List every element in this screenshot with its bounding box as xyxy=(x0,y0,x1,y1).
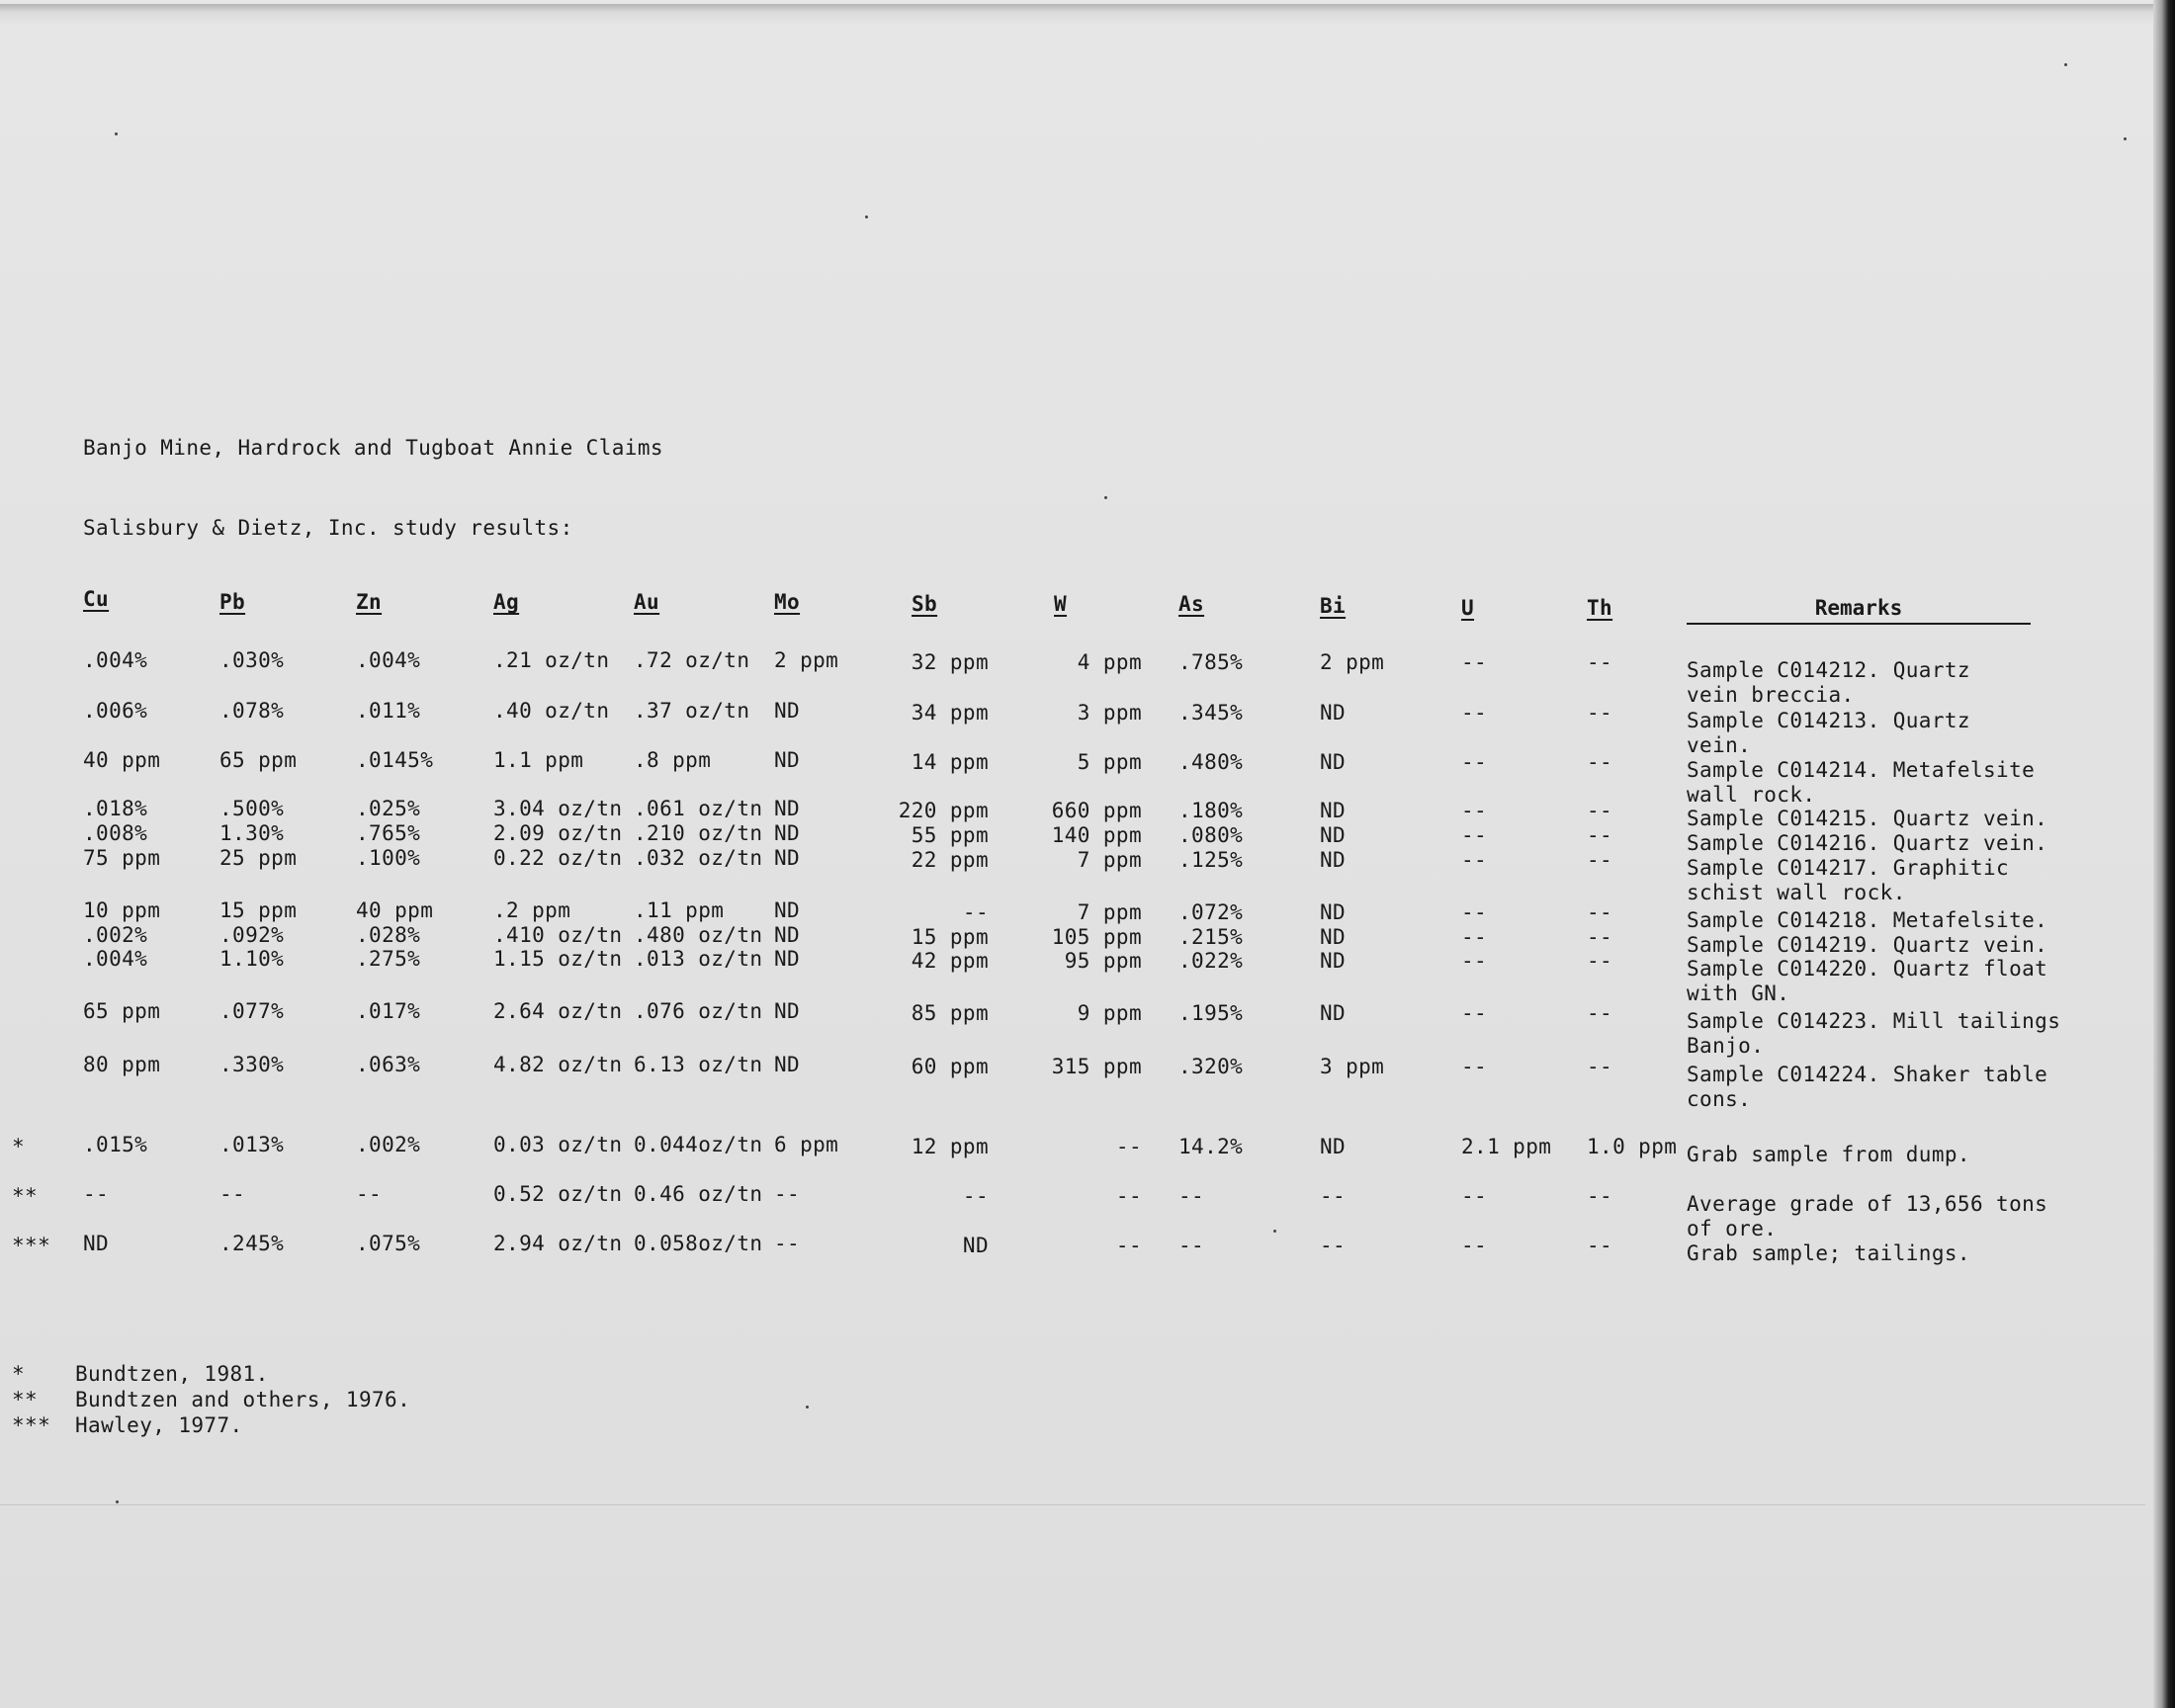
table-cell-u: -- xyxy=(1461,1001,1488,1025)
table-cell-mo: ND xyxy=(774,947,801,971)
table-cell-w: 660 ppm xyxy=(1051,799,1142,822)
table-cell-u: -- xyxy=(1461,1234,1488,1257)
table-cell-zn: .011% xyxy=(356,699,421,723)
table-cell-remarks: of ore. xyxy=(1687,1217,1778,1240)
table-cell-bi: ND xyxy=(1320,949,1347,973)
scan-speck xyxy=(806,1406,809,1409)
table-cell-mo: ND xyxy=(774,846,801,870)
table-cell-u: -- xyxy=(1461,925,1488,949)
table-cell-as: .022% xyxy=(1178,949,1244,973)
table-cell-au: .11 ppm xyxy=(634,898,725,922)
table-cell-bi: ND xyxy=(1320,799,1347,822)
footnote-mark: *** xyxy=(12,1413,51,1437)
table-cell-remarks: Banjo. xyxy=(1687,1034,1765,1058)
table-cell-th: -- xyxy=(1587,750,1613,774)
column-header-sb: Sb xyxy=(912,592,938,616)
table-cell-au: 0.46 oz/tn xyxy=(634,1182,763,1206)
table-cell-as: .215% xyxy=(1178,925,1244,949)
table-cell-bi: ND xyxy=(1320,1135,1347,1158)
table-cell-remarks: Sample C014218. Metafelsite. xyxy=(1687,908,2048,932)
table-cell-au: .210 oz/tn xyxy=(634,821,763,845)
table-cell-cu: .008% xyxy=(83,821,148,845)
table-cell-u: -- xyxy=(1461,949,1488,973)
table-cell-sb: 12 ppm xyxy=(911,1135,989,1158)
footnote-mark: * xyxy=(12,1362,26,1386)
table-cell-zn: .100% xyxy=(356,846,421,870)
table-cell-w: 105 ppm xyxy=(1051,925,1142,949)
table-cell-zn: .028% xyxy=(356,923,421,947)
table-cell-pb: 15 ppm xyxy=(219,898,298,922)
table-cell-ag: 2.09 oz/tn xyxy=(493,821,623,845)
table-cell-ag: 3.04 oz/tn xyxy=(493,797,623,820)
table-cell-remarks: with GN. xyxy=(1687,982,1790,1005)
table-cell-cu: .015% xyxy=(83,1133,148,1156)
table-cell-th: -- xyxy=(1587,701,1613,725)
table-cell-bi: ND xyxy=(1320,823,1347,847)
table-cell-pb: 1.30% xyxy=(219,821,285,845)
table-cell-th: -- xyxy=(1587,823,1613,847)
table-cell-mo: -- xyxy=(774,1232,801,1255)
table-cell-remarks: Average grade of 13,656 tons xyxy=(1687,1192,2048,1216)
table-cell-au: .480 oz/tn xyxy=(634,923,763,947)
table-cell-u: -- xyxy=(1461,848,1488,872)
table-cell-cu: .004% xyxy=(83,648,148,672)
table-cell-ag: 0.22 oz/tn xyxy=(493,846,623,870)
table-cell-zn: .004% xyxy=(356,648,421,672)
table-cell-w: 315 ppm xyxy=(1051,1055,1142,1078)
table-cell-remarks: Grab sample; tailings. xyxy=(1687,1241,1970,1265)
table-cell-remarks: Sample C014223. Mill tailings xyxy=(1687,1009,2061,1033)
table-cell-remarks: Sample C014215. Quartz vein. xyxy=(1687,807,2048,830)
table-cell-sb: 55 ppm xyxy=(911,823,989,847)
table-cell-sb: 60 ppm xyxy=(911,1055,989,1078)
column-header-bi: Bi xyxy=(1320,594,1347,618)
page-title: Banjo Mine, Hardrock and Tugboat Annie Claims xyxy=(83,436,663,460)
table-cell-pb: -- xyxy=(219,1182,246,1206)
table-cell-u: 2.1 ppm xyxy=(1461,1135,1552,1158)
scan-speck xyxy=(2124,137,2127,140)
table-cell-ag: 1.1 ppm xyxy=(493,748,584,772)
page-fold-line xyxy=(0,1504,2145,1505)
column-header-w: W xyxy=(1054,592,1068,616)
table-cell-au: .013 oz/tn xyxy=(634,947,763,971)
column-header-cu: Cu xyxy=(83,587,110,611)
table-cell-bi: -- xyxy=(1320,1184,1347,1208)
table-cell-as: -- xyxy=(1178,1234,1205,1257)
table-cell-pb: .330% xyxy=(219,1053,285,1076)
table-cell-sb: 220 ppm xyxy=(898,799,989,822)
table-cell-au: .076 oz/tn xyxy=(634,999,763,1023)
table-cell-pb: .500% xyxy=(219,797,285,820)
row-reference-mark: *** xyxy=(12,1234,51,1257)
table-cell-th: 1.0 ppm xyxy=(1587,1135,1678,1158)
table-cell-zn: .025% xyxy=(356,797,421,820)
table-cell-bi: ND xyxy=(1320,848,1347,872)
table-cell-as: .195% xyxy=(1178,1001,1244,1025)
table-cell-as: -- xyxy=(1178,1184,1205,1208)
table-cell-remarks: Sample C014212. Quartz xyxy=(1687,658,1970,682)
table-cell-ag: .2 ppm xyxy=(493,898,571,922)
table-cell-pb: .030% xyxy=(219,648,285,672)
table-cell-mo: ND xyxy=(774,999,801,1023)
scan-right-edge xyxy=(2153,0,2175,1708)
table-cell-ag: .21 oz/tn xyxy=(493,648,610,672)
table-cell-remarks: cons. xyxy=(1687,1087,1752,1111)
table-cell-ag: .40 oz/tn xyxy=(493,699,610,723)
table-cell-sb: 85 ppm xyxy=(911,1001,989,1025)
column-header-pb: Pb xyxy=(219,590,246,614)
table-cell-mo: 6 ppm xyxy=(774,1133,839,1156)
table-cell-as: .480% xyxy=(1178,750,1244,774)
table-cell-pb: .013% xyxy=(219,1133,285,1156)
table-cell-remarks: Sample C014224. Shaker table xyxy=(1687,1063,2048,1086)
table-cell-remarks: schist wall rock. xyxy=(1687,881,1906,904)
table-cell-ag: 2.94 oz/tn xyxy=(493,1232,623,1255)
table-cell-w: -- xyxy=(1115,1135,1142,1158)
table-cell-sb: -- xyxy=(962,1184,989,1208)
table-cell-sb: 34 ppm xyxy=(911,701,989,725)
table-cell-as: 14.2% xyxy=(1178,1135,1244,1158)
table-cell-cu: 10 ppm xyxy=(83,898,161,922)
table-cell-cu: -- xyxy=(83,1182,110,1206)
table-cell-remarks: Sample C014216. Quartz vein. xyxy=(1687,831,2048,855)
table-cell-u: -- xyxy=(1461,701,1488,725)
table-cell-sb: ND xyxy=(962,1234,989,1257)
table-cell-w: 95 ppm xyxy=(1064,949,1142,973)
table-cell-bi: ND xyxy=(1320,701,1347,725)
scan-speck xyxy=(2064,63,2067,66)
column-header-u: U xyxy=(1461,596,1475,620)
table-cell-au: .8 ppm xyxy=(634,748,712,772)
row-reference-mark: * xyxy=(12,1135,26,1158)
table-cell-remarks: Grab sample from dump. xyxy=(1687,1143,1970,1166)
table-cell-pb: .078% xyxy=(219,699,285,723)
table-cell-u: -- xyxy=(1461,650,1488,674)
table-cell-mo: ND xyxy=(774,699,801,723)
page-subtitle: Salisbury & Dietz, Inc. study results: xyxy=(83,516,573,540)
table-cell-th: -- xyxy=(1587,949,1613,973)
table-cell-as: .345% xyxy=(1178,701,1244,725)
scan-speck xyxy=(115,132,118,135)
table-cell-ag: 1.15 oz/tn xyxy=(493,947,623,971)
table-cell-remarks: Sample C014220. Quartz float xyxy=(1687,957,2048,981)
table-cell-th: -- xyxy=(1587,1055,1613,1078)
column-header-mo: Mo xyxy=(774,590,801,614)
footnote-text: Hawley, 1977. xyxy=(75,1413,243,1437)
table-cell-mo: 2 ppm xyxy=(774,648,839,672)
table-cell-as: .125% xyxy=(1178,848,1244,872)
scan-speck xyxy=(1273,1230,1276,1233)
table-cell-w: 140 ppm xyxy=(1051,823,1142,847)
table-cell-remarks: Sample C014219. Quartz vein. xyxy=(1687,933,2048,957)
table-cell-u: -- xyxy=(1461,1184,1488,1208)
table-cell-au: 0.058oz/tn xyxy=(634,1232,763,1255)
column-header-remarks: Remarks xyxy=(1687,596,2031,625)
table-cell-zn: .063% xyxy=(356,1053,421,1076)
table-cell-remarks: vein breccia. xyxy=(1687,683,1855,707)
table-cell-bi: ND xyxy=(1320,750,1347,774)
scan-speck xyxy=(116,1500,119,1503)
table-cell-w: 7 ppm xyxy=(1077,848,1142,872)
table-cell-th: -- xyxy=(1587,925,1613,949)
table-cell-sb: 32 ppm xyxy=(911,650,989,674)
table-cell-au: .061 oz/tn xyxy=(634,797,763,820)
table-cell-zn: .002% xyxy=(356,1133,421,1156)
table-cell-mo: ND xyxy=(774,821,801,845)
table-cell-ag: 0.03 oz/tn xyxy=(493,1133,623,1156)
table-cell-pb: 1.10% xyxy=(219,947,285,971)
table-cell-w: 4 ppm xyxy=(1077,650,1142,674)
table-cell-ag: 0.52 oz/tn xyxy=(493,1182,623,1206)
table-cell-remarks: Sample C014213. Quartz xyxy=(1687,709,1970,732)
table-cell-zn: -- xyxy=(356,1182,383,1206)
table-cell-cu: .002% xyxy=(83,923,148,947)
table-cell-sb: 22 ppm xyxy=(911,848,989,872)
table-cell-bi: -- xyxy=(1320,1234,1347,1257)
table-cell-w: 7 ppm xyxy=(1077,900,1142,924)
column-header-th: Th xyxy=(1587,596,1613,620)
table-cell-pb: .077% xyxy=(219,999,285,1023)
table-cell-th: -- xyxy=(1587,1184,1613,1208)
row-reference-mark: ** xyxy=(12,1184,39,1208)
table-cell-au: .032 oz/tn xyxy=(634,846,763,870)
table-cell-zn: .017% xyxy=(356,999,421,1023)
scan-top-smudge xyxy=(0,4,2155,26)
table-cell-cu: .004% xyxy=(83,947,148,971)
footnote-mark: ** xyxy=(12,1388,39,1411)
table-cell-as: .180% xyxy=(1178,799,1244,822)
table-cell-th: -- xyxy=(1587,900,1613,924)
scan-speck xyxy=(865,215,868,218)
table-cell-pb: .245% xyxy=(219,1232,285,1255)
table-cell-mo: ND xyxy=(774,797,801,820)
table-cell-bi: ND xyxy=(1320,925,1347,949)
table-cell-as: .320% xyxy=(1178,1055,1244,1078)
table-cell-au: .37 oz/tn xyxy=(634,699,750,723)
table-cell-remarks: vein. xyxy=(1687,733,1752,757)
table-cell-u: -- xyxy=(1461,1055,1488,1078)
table-cell-cu: 40 ppm xyxy=(83,748,161,772)
table-cell-zn: .0145% xyxy=(356,748,434,772)
table-cell-ag: .410 oz/tn xyxy=(493,923,623,947)
column-header-au: Au xyxy=(634,590,660,614)
table-cell-zn: .765% xyxy=(356,821,421,845)
table-cell-th: -- xyxy=(1587,848,1613,872)
table-cell-pb: .092% xyxy=(219,923,285,947)
table-cell-ag: 2.64 oz/tn xyxy=(493,999,623,1023)
table-cell-au: 6.13 oz/tn xyxy=(634,1053,763,1076)
table-cell-ag: 4.82 oz/tn xyxy=(493,1053,623,1076)
table-cell-pb: 65 ppm xyxy=(219,748,298,772)
table-cell-u: -- xyxy=(1461,750,1488,774)
table-cell-remarks: wall rock. xyxy=(1687,783,1816,807)
column-header-as: As xyxy=(1178,592,1205,616)
table-cell-cu: ND xyxy=(83,1232,110,1255)
table-cell-sb: 14 ppm xyxy=(911,750,989,774)
table-cell-w: 5 ppm xyxy=(1077,750,1142,774)
table-cell-bi: ND xyxy=(1320,1001,1347,1025)
table-cell-au: 0.044oz/tn xyxy=(634,1133,763,1156)
table-cell-bi: ND xyxy=(1320,900,1347,924)
table-cell-th: -- xyxy=(1587,799,1613,822)
table-cell-cu: .018% xyxy=(83,797,148,820)
table-cell-sb: -- xyxy=(962,900,989,924)
table-cell-bi: 3 ppm xyxy=(1320,1055,1385,1078)
table-cell-zn: .275% xyxy=(356,947,421,971)
table-cell-th: -- xyxy=(1587,1001,1613,1025)
table-cell-mo: ND xyxy=(774,923,801,947)
column-header-zn: Zn xyxy=(356,590,383,614)
footnote-text: Bundtzen and others, 1976. xyxy=(75,1388,411,1411)
table-cell-remarks: Sample C014214. Metafelsite xyxy=(1687,758,2036,782)
table-cell-w: 3 ppm xyxy=(1077,701,1142,725)
table-cell-cu: 65 ppm xyxy=(83,999,161,1023)
table-cell-bi: 2 ppm xyxy=(1320,650,1385,674)
table-cell-u: -- xyxy=(1461,799,1488,822)
table-cell-mo: ND xyxy=(774,898,801,922)
table-cell-th: -- xyxy=(1587,650,1613,674)
table-cell-remarks: Sample C014217. Graphitic xyxy=(1687,856,2010,880)
table-cell-mo: -- xyxy=(774,1182,801,1206)
table-cell-au: .72 oz/tn xyxy=(634,648,750,672)
table-cell-cu: 80 ppm xyxy=(83,1053,161,1076)
table-cell-w: -- xyxy=(1115,1234,1142,1257)
table-cell-mo: ND xyxy=(774,748,801,772)
column-header-ag: Ag xyxy=(493,590,520,614)
table-cell-cu: 75 ppm xyxy=(83,846,161,870)
table-cell-sb: 42 ppm xyxy=(911,949,989,973)
table-cell-as: .072% xyxy=(1178,900,1244,924)
table-cell-pb: 25 ppm xyxy=(219,846,298,870)
table-cell-zn: 40 ppm xyxy=(356,898,434,922)
table-cell-w: -- xyxy=(1115,1184,1142,1208)
table-cell-u: -- xyxy=(1461,823,1488,847)
table-cell-sb: 15 ppm xyxy=(911,925,989,949)
table-cell-th: -- xyxy=(1587,1234,1613,1257)
table-cell-as: .080% xyxy=(1178,823,1244,847)
table-cell-as: .785% xyxy=(1178,650,1244,674)
table-cell-cu: .006% xyxy=(83,699,148,723)
table-cell-w: 9 ppm xyxy=(1077,1001,1142,1025)
table-cell-zn: .075% xyxy=(356,1232,421,1255)
table-cell-u: -- xyxy=(1461,900,1488,924)
footnote-text: Bundtzen, 1981. xyxy=(75,1362,269,1386)
scan-speck xyxy=(1104,496,1107,499)
table-cell-mo: ND xyxy=(774,1053,801,1076)
